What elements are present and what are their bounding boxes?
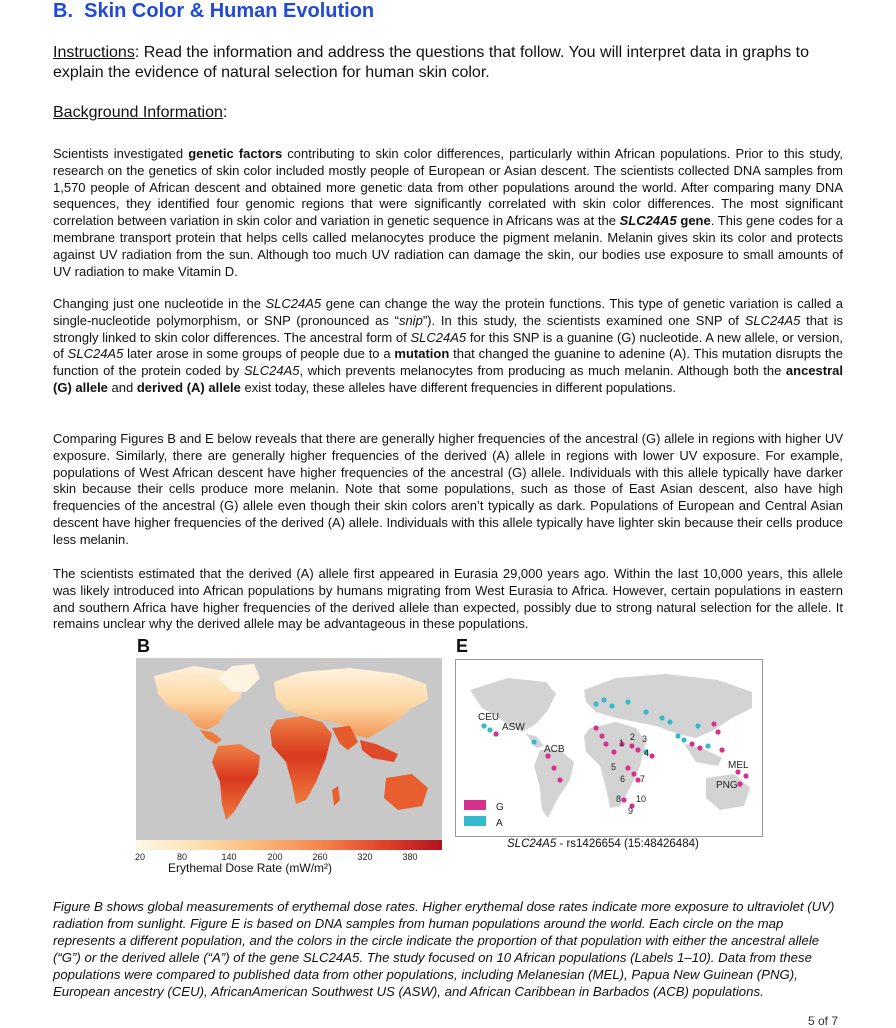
population-dot	[625, 699, 630, 704]
instructions-label: Instructions	[53, 44, 135, 61]
uv-tick-label: 320	[357, 852, 373, 862]
label-pop-10: 10	[636, 794, 647, 804]
p2-n: SLC24A5	[243, 363, 300, 379]
p2-a: Changing just one nucleotide in the	[53, 296, 266, 311]
p2-b: SLC24A5	[265, 296, 322, 311]
population-dot	[715, 729, 720, 734]
uv-tick-label: 260	[312, 852, 328, 862]
paragraph-snp	[53, 296, 843, 397]
p2-c: gene can change the way the protein functions. This type of genetic variation is called a single-nucleotide polymorphism, or SNP (pronounced as “	[53, 296, 843, 328]
paragraph-allele-history: The scientists estimated that the derived (A) allele first appeared in Eurasia 29,000 years ago. Within the last 10,000 years, this allele was likely introduced into African populations by humans migrating from West Eurasia to Africa. However, certain populations in eastern and southern Africa have higher frequencies of the derived allele than expected, possibly due to strong natural selection for the allele. It remains unclear why the derived allele may be advantageous in these populations.	[53, 566, 843, 632]
label-pop-5: 5	[611, 762, 617, 772]
legend-a-label: A	[496, 818, 503, 829]
p1-gene-name: SLC24A5	[619, 213, 677, 229]
background-heading	[53, 104, 227, 122]
population-dot	[557, 777, 562, 782]
p1-f: . This gene codes for a membrane transport protein that helps cells called melanocytes produce the pigment melanin. Melanin gives skin its color and protects against UV radiation from the sun. Although too much UV radiation can damage the skin, our bodies use exposure to small amounts of UV radiation to make Vitamin D.	[53, 213, 843, 279]
population-dot	[711, 721, 716, 726]
figure-e-letter: E	[456, 636, 469, 656]
population-dot	[621, 797, 626, 802]
p2-i: for this SNP is a guanine (G) nucleotide. A new allele, or version, of	[53, 329, 844, 362]
population-dot	[531, 739, 536, 744]
p2-bold-mutation: mutation	[394, 346, 450, 362]
instructions	[53, 43, 843, 83]
population-dot	[629, 743, 634, 748]
population-dot	[719, 747, 724, 752]
p2-g: that is strongly linked to skin color differences. The ancestral form of	[53, 312, 844, 345]
legend-g-label: G	[496, 802, 504, 813]
label-pop-7: 7	[640, 774, 646, 784]
uv-tick-label: 380	[402, 852, 418, 862]
population-dot	[593, 701, 598, 706]
legend-a-swatch	[464, 816, 486, 826]
p2-bold-ancestral: ancestral (G) allele	[53, 363, 843, 395]
uv-colorbar	[136, 840, 442, 850]
population-dot	[705, 743, 710, 748]
label-png: PNG	[716, 780, 738, 791]
population-dot	[599, 733, 604, 738]
uv-axis-label: Erythemal Dose Rate (mW/m²)	[168, 861, 333, 875]
snp-id: - rs1426654 (15:48426484)	[556, 838, 699, 850]
population-dot	[493, 731, 498, 736]
section-letter: B.	[53, 0, 73, 22]
p2-j: SLC24A5	[67, 346, 124, 362]
snp-gene: SLC24A5	[507, 838, 557, 850]
uv-map-svg	[136, 658, 442, 840]
population-dot	[697, 745, 702, 750]
label-mel: MEL	[728, 760, 749, 771]
p2-e: ”). In this study, the scientists examined one SNP of	[422, 312, 745, 328]
p2-k: later arose in some groups of people due to a	[123, 346, 395, 362]
population-dot	[609, 703, 614, 708]
label-pop-9: 9	[628, 806, 634, 816]
population-dot	[601, 697, 606, 702]
p2-q: and	[107, 379, 137, 395]
population-dot	[675, 733, 680, 738]
allele-map-svg	[456, 660, 762, 836]
population-dot	[689, 741, 694, 746]
p2-bold-derived: derived (A) allele	[136, 379, 241, 395]
label-pop-4: 4	[644, 748, 650, 758]
population-dot	[649, 753, 654, 758]
label-pop-6: 6	[620, 774, 626, 784]
p1-bold-genetic-factors: genetic factors	[188, 146, 283, 161]
population-dot	[611, 749, 616, 754]
page-number: 5 of 7	[808, 1014, 839, 1028]
uv-tick-label: 200	[267, 852, 283, 862]
population-dot	[643, 709, 648, 714]
figure-caption: Figure B shows global measurements of erythemal dose rates. Higher erythemal dose rates indicate more exposure to ultraviolet (UV) radiation from sunlight. Figure E is based on DNA samples from human populations around the world. Each circle on the map represents a different population, and the colors in the circle indicate the proportion of that population with either the ancestral allele (“G”) or the derived allele (“A”) of the gene SLC24A5. The study focused on 10 African populations (Labels 1–10). Data from these populations were compared to published data from other populations, including Melanesian (MEL), Papua New Guinean (PNG), European ancestry (CEU), AfricanAmerican Southwest US (ASW), and African Caribbean in Barbados (ACB) populations.	[53, 899, 835, 999]
population-dot	[551, 765, 556, 770]
p1-a: Scientists investigated	[53, 146, 189, 161]
population-dot	[625, 765, 630, 770]
p2-m: that changed the guanine to adenine (A). This mutation disrupts the function of the protein coded by	[53, 346, 843, 379]
label-ceu: CEU	[478, 712, 500, 723]
population-dot	[681, 737, 686, 742]
figure-b-uv-map	[136, 658, 442, 840]
population-dot	[593, 725, 598, 730]
e-southeast-asia	[684, 744, 722, 766]
label-pop-8: 8	[616, 794, 622, 804]
population-dot	[743, 773, 748, 778]
label-pop-3: 3	[642, 734, 648, 744]
population-dot	[487, 727, 492, 732]
p2-o: , which prevents melanocytes from producing as much melanin. Although both the	[299, 363, 786, 379]
population-dot	[737, 781, 742, 786]
population-dot	[659, 715, 664, 720]
legend-g-swatch	[464, 800, 486, 810]
p1-gene-word: gene	[676, 213, 711, 229]
p2-s: exist today, these alleles have different frequencies in different populations.	[240, 379, 676, 395]
p2-f: SLC24A5	[744, 312, 801, 328]
label-pop-2: 2	[630, 732, 636, 742]
label-acb: ACB	[544, 744, 565, 755]
figure-b-letter: B	[137, 636, 150, 656]
uv-tick-label: 80	[176, 852, 188, 862]
section-title-text: Skin Color & Human Evolution	[84, 0, 375, 22]
p1-c: contributing to skin color differences, particularly within African populations. Prior to this study, research on the genetics of skin color included mostly people of European or Asian descent. The scientists collected DNA samples from 1,570 people of African descent and obtained more genetic data from other populations around the world. After comparing many DNA sequences, they identified four genomic regions that were significantly correlated with skin color differences. The most significant correlation between variation in skin color and variation in genetic sequence in Africans was at the	[53, 146, 843, 229]
population-dot	[631, 771, 636, 776]
background-heading-colon: :	[222, 104, 228, 121]
e-south-america	[534, 750, 574, 818]
population-dot	[603, 741, 608, 746]
section-title	[53, 0, 374, 23]
snp-label	[507, 838, 699, 850]
paragraph-genetic-factors	[53, 146, 843, 280]
label-pop-1: 1	[619, 738, 625, 748]
uv-tick-label: 20	[134, 852, 146, 862]
population-dot	[695, 723, 700, 728]
background-heading-text: Background Information	[53, 104, 223, 121]
population-dot	[667, 719, 672, 724]
p2-d: snip	[398, 312, 423, 328]
label-asw: ASW	[502, 722, 525, 733]
uv-tick-label: 140	[221, 852, 237, 862]
p2-h: SLC24A5	[410, 329, 467, 345]
figure-e-allele-map	[455, 659, 763, 837]
population-dot	[481, 723, 486, 728]
population-dot	[635, 747, 640, 752]
instructions-text: : Read the information and address the questions that follow. You will interpret data in graphs to explain the evidence of natural selection for human skin color.	[53, 44, 810, 81]
paragraph-compare-figures: Comparing Figures B and E below reveals that there are generally higher frequencies of the ancestral (G) allele in regions with higher UV exposure. Similarly, there are generally higher frequencies of the derived (A) allele in regions with lower UV exposure. For example, populations of West African descent have higher frequencies of the ancestral (G) allele. Individuals with this allele typically have darker skin because their cells produce more melanin. Note that some populations, such as those of East Asian descent, also have high frequencies of the ancestral (G) allele even though their skin colors aren’t typically as dark. Populations of European and Central Asian descent have higher frequencies of the derived (A) allele. Individuals with this allele typically have lighter skin because their cells produce less melanin.	[53, 431, 843, 547]
